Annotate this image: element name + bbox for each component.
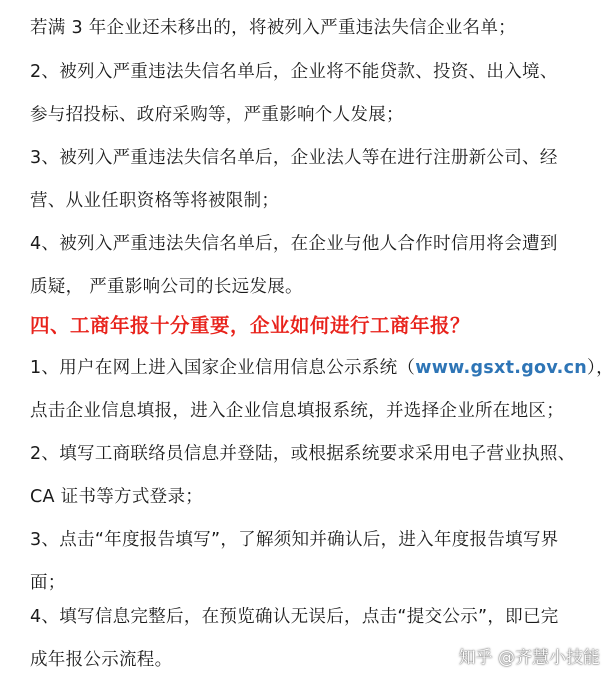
step-2-line-1: 2、填写工商联络员信息并登陆，或根据系统要求采用电子营业执照、: [30, 444, 576, 464]
paragraph-line: 4、被列入严重违法失信名单后，在企业与他人合作时信用将会遭到: [30, 234, 558, 254]
step-2-line-2: CA 证书等方式登录；: [30, 487, 204, 507]
step-3-line-2: 面；: [30, 573, 66, 593]
step-4-line-2: 成年报公示流程。: [30, 650, 173, 670]
step-4-line-1: 4、填写信息完整后，在预览确认无误后，点击“提交公示”，即已完: [30, 607, 559, 627]
paragraph-line: 若满 3 年企业还未移出的，将被列入严重违法失信企业名单；: [30, 18, 516, 38]
paragraph-line: 3、被列入严重违法失信名单后，企业法人等在进行注册新公司、经: [30, 148, 558, 168]
paragraph-line: 参与招投标、政府采购等，严重影响个人发展；: [30, 105, 404, 125]
step-1-line-2: 点击企业信息填报，进入企业信息填报系统，并选择企业所在地区；: [30, 401, 564, 421]
paragraph-line: 2、被列入严重违法失信名单后，企业将不能贷款、投资、出入境、: [30, 62, 558, 82]
gsxt-website-link[interactable]: www.gsxt.gov.cn: [415, 358, 588, 378]
step-1-suffix: ），: [587, 358, 614, 378]
paragraph-line: 营、从业任职资格等将被限制；: [30, 191, 280, 211]
step-3-line-1: 3、点击“年度报告填写”，了解须知并确认后，进入年度报告填写界: [30, 530, 559, 550]
paragraph-line: 质疑， 严重影响公司的长远发展。: [30, 277, 303, 297]
section-heading: 四、工商年报十分重要，企业如何进行工商年报？: [30, 314, 471, 337]
step-1-line-1: [30, 356, 614, 380]
zhihu-watermark: 知乎 @齐慧小技能: [458, 648, 600, 668]
step-1-prefix: 1、用户在网上进入国家企业信用信息公示系统（: [30, 358, 416, 378]
